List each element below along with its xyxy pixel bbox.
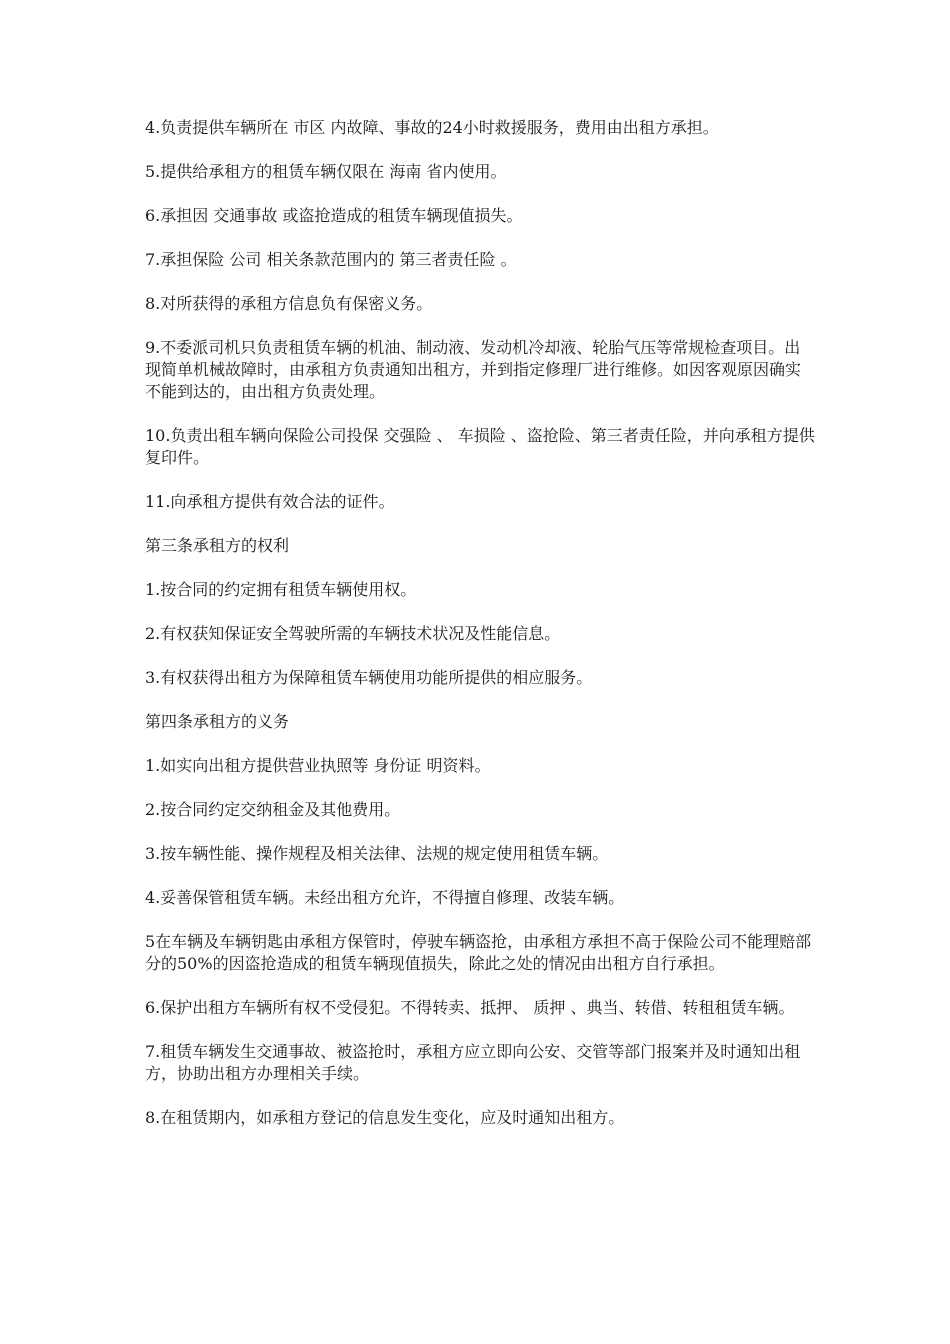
- paragraph-lessee-duty-6: 6.保护出租方车辆所有权不受侵犯。不得转卖、抵押、 质押 、典当、转借、转租租赁车辆。: [145, 998, 795, 1017]
- paragraph-lessee-duty-5: 5在车辆及车辆钥匙由承租方保管时，停驶车辆盗抢，由承租方承担不高于保险公司不能理赔部分的50%的因盗抢造成的租赁车辆现值损失，除此之处的情况由出租方自行承担。: [145, 932, 812, 973]
- paragraph-lessor-duty-9: 9.不委派司机只负责租赁车辆的机油、制动液、发动机冷却液、轮胎气压等常规检查项目。出现简单机械故障时，由承租方负责通知出租方，并到指定修理厂进行维修。如因客观原因确实不能到达的，由出租方负责处理。: [145, 338, 802, 401]
- paragraph-lessor-duty-7: 7.承担保险 公司 相关条款范围内的 第三者责任险 。: [145, 250, 517, 269]
- paragraph-lessee-duty-7: 7.租赁车辆发生交通事故、被盗抢时，承租方应立即向公安、交管等部门报案并及时通知出租方，协助出租方办理相关手续。: [145, 1042, 801, 1083]
- paragraph-lessee-right-2: 2.有权获知保证安全驾驶所需的车辆技术状况及性能信息。: [145, 624, 561, 643]
- paragraph-lessee-duty-8: 8.在租赁期内，如承租方登记的信息发生变化，应及时通知出租方。: [145, 1108, 625, 1127]
- paragraph-lessor-duty-8: 8.对所获得的承租方信息负有保密义务。: [145, 294, 433, 313]
- paragraph-lessor-duty-11: 11.向承租方提供有效合法的证件。: [145, 492, 395, 511]
- paragraph-lessee-duty-4: 4.妥善保管租赁车辆。未经出租方允许，不得擅自修理、改装车辆。: [145, 888, 625, 907]
- paragraph-lessor-duty-6: 6.承担因 交通事故 或盗抢造成的租赁车辆现值损失。: [145, 206, 523, 225]
- paragraph-lessor-duty-4: 4.负责提供车辆所在 市区 内故障、事故的24小时救援服务，费用由出租方承担。: [145, 118, 719, 137]
- paragraph-lessee-duty-1: 1.如实向出租方提供营业执照等 身份证 明资料。: [145, 756, 491, 775]
- document-page: [145, 117, 815, 1151]
- paragraph-lessee-right-3: 3.有权获得出租方为保障租赁车辆使用功能所提供的相应服务。: [145, 668, 593, 687]
- paragraph-lessor-duty-10: 10.负责出租车辆向保险公司投保 交强险 、 车损险 、盗抢险、第三者责任险，并向承租方提供复印件。: [145, 426, 815, 467]
- paragraph-lessee-duty-2: 2.按合同约定交纳租金及其他费用。: [145, 800, 401, 819]
- paragraph-lessor-duty-5: 5.提供给承租方的租赁车辆仅限在 海南 省内使用。: [145, 162, 507, 181]
- section-heading-lessee-rights: 第三条承租方的权利: [145, 536, 290, 555]
- paragraph-lessee-right-1: 1.按合同的约定拥有租赁车辆使用权。: [145, 580, 417, 599]
- section-heading-lessee-duties: 第四条承租方的义务: [145, 712, 290, 731]
- paragraph-lessee-duty-3: 3.按车辆性能、操作规程及相关法律、法规的规定使用租赁车辆。: [145, 844, 609, 863]
